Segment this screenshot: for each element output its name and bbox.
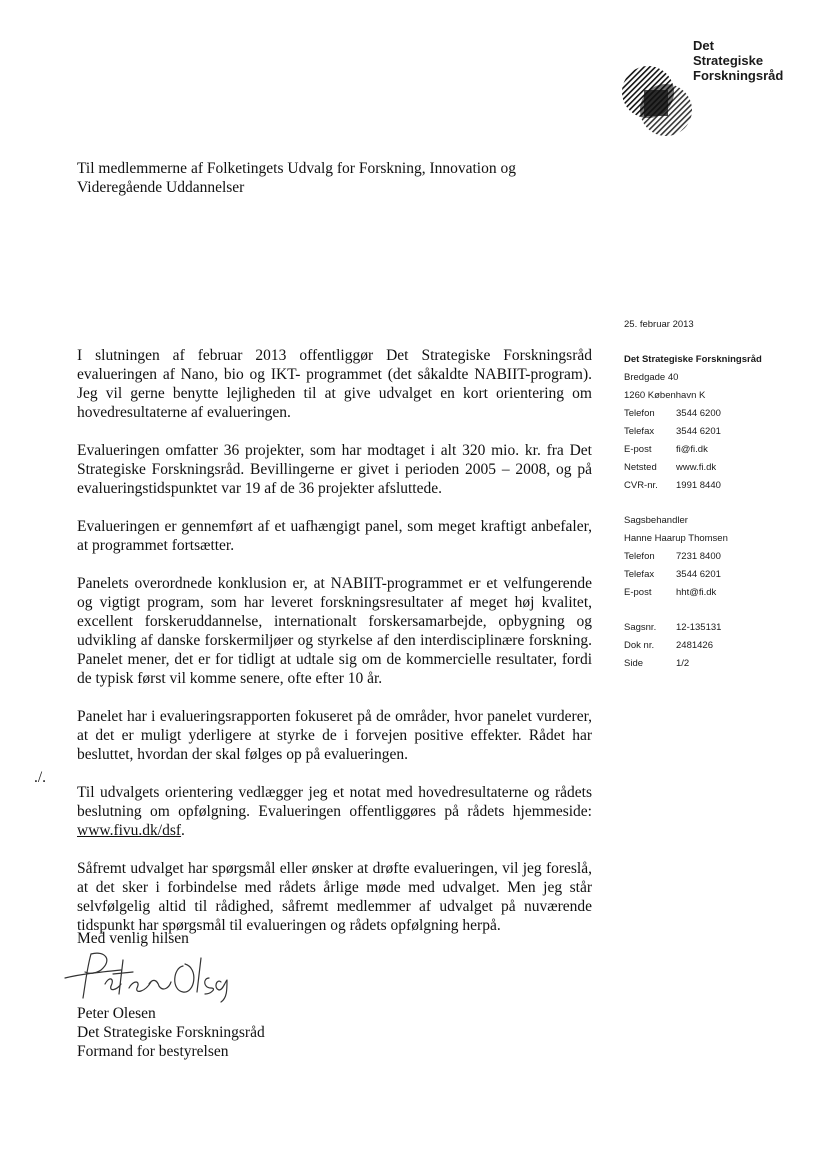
body-paragraph: Til udvalgets orientering vedlægger jeg et notat med hovedresultaterne og rådets beslutning om opfølgning. Evalueringen offentliggøres på rådets hjemmeside: www.fivu.dk/dsf.: [77, 784, 592, 839]
contact-row: Telefon 3544 6200: [624, 408, 721, 419]
case-row: Sagsnr. 12-135131: [624, 622, 722, 633]
contact-row: Netsted www.fi.dk: [624, 462, 717, 473]
handler-contact-row: Telefon 7231 8400: [624, 551, 721, 562]
council-logo: [620, 36, 820, 152]
contact-row: Telefax 3544 6201: [624, 426, 721, 437]
body-paragraph: Såfremt udvalget har spørgsmål eller ønsker at drøfte evalueringen, vil jeg foreslå, at det sker i forbindelse med rådets årlige møde med udvalget. Men jeg står selvfølgelig altid til rådighed, såfremt medlemmer af udvalget på nuværende tidspunkt har spørgsmål til evalueringen og rådets opfølgning herpå.: [77, 860, 592, 934]
signatory-name: Peter Olesen: [77, 1005, 156, 1022]
ministry-website-link[interactable]: www.fivu.dk/dsf: [77, 822, 182, 839]
body-paragraph: Panelet har i evalueringsrapporten fokuseret på de områder, hvor panelet vurderer, at det er muligt yderligere at styrke de i forvejen positive effekter. Rådet har besluttet, hvordan der skal følges op på evalueringen.: [77, 708, 592, 763]
contact-row: E-post fi@fi.dk: [624, 444, 708, 455]
handwritten-signature: [61, 948, 251, 1004]
handler-name: Hanne Haarup Thomsen: [624, 533, 728, 544]
logo-mark-icon: [620, 56, 700, 148]
body-paragraph: Panelets overordnede konklusion er, at NABIIT-programmet er et velfungerende og vigtigt program, som har leveret forskningsresultater af meget høj kvalitet, excellent forskeruddannelse, internationalt forskersamarbejde, opbygning og udvikling af danske forskermiljøer og styrkelse af den interdisciplinære forskning. Panelet mener, det er for tidligt at udtale sig om de kommercielle resultater, fordi de typisk først vil komme senere, ofte efter 10 år.: [77, 575, 592, 687]
recipient-line: Videregående Uddannelser: [77, 179, 245, 196]
greeting: Med venlig hilsen: [77, 930, 189, 947]
case-row: Dok nr. 2481426: [624, 640, 713, 651]
closing-block: [77, 929, 265, 1061]
letter-date: 25. februar 2013: [624, 319, 694, 330]
signatory-org: Det Strategiske Forskningsråd: [77, 1024, 265, 1041]
address-line: 1260 København K: [624, 390, 706, 401]
address-line: Bredgade 40: [624, 372, 679, 383]
recipient-block: [77, 159, 577, 197]
letter-body: [77, 346, 592, 954]
handler-contact-row: E-post hht@fi.dk: [624, 587, 717, 598]
sender-info-sidebar: [624, 316, 814, 673]
recipient-line: Til medlemmerne af Folketingets Udvalg for Forskning, Innovation og: [77, 160, 516, 177]
contact-row: CVR-nr. 1991 8440: [624, 480, 721, 491]
body-paragraph: Evalueringen er gennemført af et uafhængigt panel, som meget kraftigt anbefaler, at programmet fortsætter.: [77, 518, 592, 554]
handler-contact-row: Telefax 3544 6201: [624, 569, 721, 580]
case-row: Side 1/2: [624, 658, 690, 669]
logo-wordmark: Det Strategiske Forskningsråd: [693, 38, 784, 83]
body-paragraph: I slutningen af februar 2013 offentliggør Det Strategiske Forskningsråd evalueringen af Nano, bio og IKT- programmet (det såkaldte NABIIT-program). Jeg vil gerne benytte lejligheden til at give udvalget en kort orientering om hovedresultaterne af evalueringen.: [77, 347, 592, 421]
handler-title: Sagsbehandler: [624, 515, 688, 526]
signatory-title: Formand for bestyrelsen: [77, 1043, 229, 1060]
sender-org: Det Strategiske Forskningsråd: [624, 354, 762, 365]
body-paragraph: Evalueringen omfatter 36 projekter, som har modtaget i alt 320 mio. kr. fra Det Strategiske Forskningsråd. Bevillingerne er givet i perioden 2005 – 2008, og på evalueringstidspunktet var 19 af de 36 projekter afsluttede.: [77, 442, 592, 497]
enclosure-marker: ./.: [34, 769, 47, 786]
